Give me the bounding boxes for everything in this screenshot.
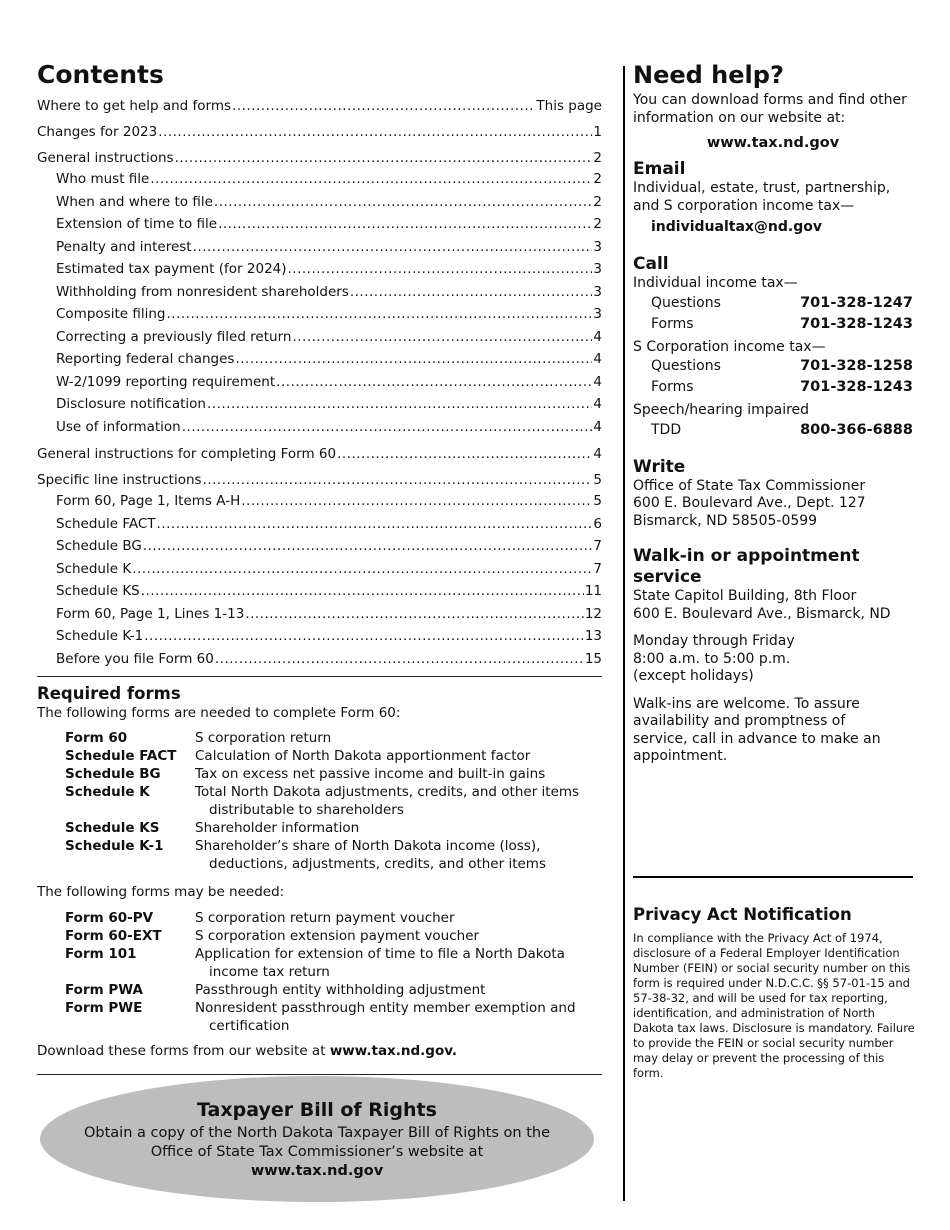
- phone-number: 701-328-1247: [800, 294, 913, 311]
- phone-number: 701-328-1243: [800, 315, 913, 332]
- toc-leader: [150, 170, 592, 188]
- left-column: [37, 58, 602, 1075]
- toc-label: Correcting a previously filed return: [56, 328, 292, 345]
- toc-label: Schedule K: [56, 560, 132, 577]
- write-title: Write: [633, 456, 686, 477]
- download-link[interactable]: www.tax.nd.gov.: [329, 1043, 458, 1059]
- form-row: [65, 765, 602, 783]
- walkin-title: Walk-in or appointment service: [633, 546, 860, 587]
- toc-row: [37, 170, 602, 193]
- toc-label: Disclosure notification: [56, 396, 206, 412]
- phone-label: Forms: [651, 315, 694, 332]
- toc-label: Form 60, Page 1, Items A-H: [56, 493, 241, 509]
- walkin-address: 600 E. Boulevard Ave., Bismarck, ND: [633, 605, 891, 622]
- toc-page: 7: [593, 538, 602, 554]
- toc-page: 4: [593, 446, 602, 462]
- form-name: Schedule K-1: [65, 838, 164, 854]
- toc-label: Where to get help and forms: [37, 98, 232, 114]
- toc-label: Changes for 2023: [37, 124, 158, 140]
- toc-leader: [276, 373, 592, 391]
- toc-row: [37, 395, 602, 418]
- toc-leader: [215, 650, 584, 668]
- form-description: Nonresident passthrough entity member exemption and certification: [195, 1000, 576, 1034]
- toc-label: Before you file Form 60: [56, 650, 214, 667]
- required-forms-title: Required forms: [37, 684, 181, 703]
- help-title: Need help?: [633, 61, 784, 89]
- download-text: Download these forms from our website at: [37, 1043, 326, 1059]
- form-name: Form 60: [65, 730, 128, 746]
- individual-tax-label: Individual income tax—: [633, 275, 798, 291]
- phone-row: [633, 420, 913, 441]
- toc-label: Specific line instructions: [37, 472, 202, 488]
- form-name: Schedule KS: [65, 820, 160, 836]
- toc-row: [37, 445, 602, 466]
- toc-page: 4: [593, 418, 602, 435]
- form-description: Passthrough entity withholding adjustment: [195, 982, 486, 998]
- toc-leader: [203, 471, 593, 489]
- toc-page: 4: [593, 396, 602, 412]
- toc-label: Composite filing: [56, 306, 166, 322]
- toc-row: [37, 650, 602, 673]
- download-note: [37, 1042, 602, 1060]
- toc-page: 2: [593, 216, 602, 232]
- toc-label: Use of information: [56, 418, 181, 435]
- toc-page: 2: [593, 193, 602, 210]
- toc-row: [37, 582, 602, 605]
- toc-label: Who must file: [56, 171, 150, 187]
- table-of-contents: [37, 97, 602, 672]
- form-description: S corporation return payment voucher: [195, 910, 455, 926]
- form-name: Schedule FACT: [65, 748, 177, 764]
- toc-label: Schedule K-1: [56, 628, 144, 644]
- scorp-tax-label: S Corporation income tax—: [633, 338, 826, 355]
- bill-title: Taxpayer Bill of Rights: [197, 1099, 437, 1121]
- toc-leader: [207, 395, 592, 413]
- toc-row: [37, 350, 602, 373]
- toc-leader: [166, 305, 592, 323]
- toc-page: 5: [593, 472, 602, 488]
- toc-leader: [235, 350, 592, 368]
- form-row: [65, 927, 602, 945]
- toc-row: [37, 471, 602, 492]
- form-row: [65, 945, 602, 981]
- toc-row: [37, 283, 602, 306]
- form-name: Form PWA: [65, 982, 144, 998]
- form-row: [65, 999, 602, 1035]
- form-description: Total North Dakota adjustments, credits, and other items distributable to shareholders: [195, 784, 580, 818]
- form-description: Shareholder information: [195, 820, 360, 836]
- divider: [633, 876, 913, 878]
- toc-page: 4: [593, 351, 602, 367]
- toc-page: 2: [593, 150, 602, 166]
- right-column: [633, 58, 913, 766]
- toc-label: Penalty and interest: [56, 238, 192, 255]
- toc-leader: [218, 215, 592, 233]
- toc-label: Estimated tax payment (for 2024): [56, 261, 287, 277]
- bill-body: Obtain a copy of the North Dakota Taxpayer Bill of Rights on the Office of State Tax Commissioner’s website at: [83, 1125, 550, 1160]
- toc-leader: [141, 582, 584, 600]
- toc-row: [37, 238, 602, 261]
- toc-leader: [175, 149, 593, 167]
- required-forms-list: [65, 729, 602, 873]
- form-name: Form 101: [65, 946, 137, 962]
- toc-leader: [143, 537, 593, 555]
- hours-line: Monday through Friday: [633, 633, 795, 649]
- toc-page: 4: [593, 373, 602, 390]
- toc-page: 1: [593, 124, 602, 140]
- walkin-address: State Capitol Building, 8th Floor: [633, 588, 857, 604]
- toc-row: [37, 605, 602, 628]
- form-row: [65, 819, 602, 837]
- toc-row: [37, 560, 602, 583]
- toc-leader: [232, 97, 535, 115]
- phone-number: 701-328-1258: [800, 358, 913, 374]
- toc-page: 2: [593, 171, 602, 187]
- toc-label: Withholding from nonresident shareholders: [56, 283, 349, 300]
- toc-row: [37, 418, 602, 441]
- toc-label: Extension of time to file: [56, 216, 218, 232]
- phone-row: [633, 293, 913, 314]
- toc-page: 6: [593, 515, 602, 532]
- toc-label: General instructions: [37, 150, 174, 166]
- walkin-note: Walk-ins are welcome. To assure availability and promptness of service, call in advance to make an appointment.: [633, 695, 881, 764]
- form-description: Calculation of North Dakota apportionment factor: [195, 748, 531, 764]
- toc-leader: [292, 328, 592, 346]
- toc-leader: [144, 627, 584, 645]
- toc-page: 3: [593, 238, 602, 255]
- form-row: [65, 981, 602, 999]
- form-row: [65, 729, 602, 747]
- form-row: [65, 783, 602, 819]
- privacy-body: In compliance with the Privacy Act of 1974, disclosure of a Federal Employer Identification Number (FEIN) or social security number on this form is required under N.D.C.C. §§ 57-01-15 and 57-38-32, and will be used for tax reporting, identification, and administration of North Dakota tax laws. Disclosure is mandatory. Failure to provide the FEIN or social security number may delay or prevent the processing of this form.: [633, 931, 915, 1080]
- taxpayer-bill-of-rights-banner: [40, 1076, 594, 1202]
- toc-row: [37, 123, 602, 144]
- toc-page: 3: [593, 306, 602, 322]
- phone-label: Questions: [651, 294, 721, 311]
- form-description: Application for extension of time to file a North Dakota income tax return: [195, 946, 565, 980]
- toc-row: [37, 627, 602, 650]
- toc-page: 15: [584, 650, 602, 667]
- phone-label: Forms: [651, 379, 694, 395]
- phone-row: [633, 377, 913, 398]
- optional-forms-list: [65, 909, 602, 1035]
- form-row: [65, 909, 602, 927]
- toc-row: [37, 328, 602, 351]
- form-name: Form 60-PV: [65, 910, 154, 926]
- toc-page: 11: [584, 583, 602, 599]
- privacy-notification: [633, 904, 915, 1081]
- toc-label: Schedule KS: [56, 583, 140, 599]
- toc-label: Schedule FACT: [56, 515, 156, 532]
- toc-leader: [214, 193, 593, 211]
- call-title: Call: [633, 254, 669, 274]
- toc-leader: [158, 123, 592, 141]
- address-line: Bismarck, ND 58505-0599: [633, 512, 818, 529]
- form-name: Schedule K: [65, 784, 150, 800]
- phone-label: TDD: [651, 421, 682, 438]
- toc-label: W-2/1099 reporting requirement: [56, 373, 276, 390]
- form-name: Form 60-EXT: [65, 928, 162, 944]
- toc-page: 7: [593, 560, 602, 577]
- form-description: Shareholder’s share of North Dakota income (loss), deductions, adjustments, credits, and other items: [195, 838, 546, 872]
- toc-row: [37, 97, 602, 118]
- toc-page: 5: [593, 493, 602, 509]
- email-title: Email: [633, 159, 686, 179]
- address-line: 600 E. Boulevard Ave., Dept. 127: [633, 495, 866, 511]
- divider: [37, 1074, 602, 1075]
- contents-title: Contents: [37, 60, 164, 89]
- optional-forms-intro: The following forms may be needed:: [37, 884, 285, 900]
- toc-label: Reporting federal changes: [56, 351, 235, 367]
- toc-leader: [241, 492, 592, 510]
- form-name: Form PWE: [65, 1000, 143, 1016]
- bill-link[interactable]: www.tax.nd.gov: [250, 1163, 384, 1179]
- email-desc: Individual, estate, trust, partnership, and S corporation income tax—: [633, 180, 891, 214]
- toc-leader: [350, 283, 593, 301]
- divider: [37, 676, 602, 677]
- toc-label: When and where to file: [56, 193, 213, 210]
- phone-number: 800-366-6888: [800, 421, 913, 438]
- toc-leader: [132, 560, 592, 578]
- toc-page: 4: [593, 328, 602, 345]
- email-link[interactable]: individualtax@nd.gov: [651, 219, 822, 235]
- toc-page: 3: [593, 283, 602, 300]
- toc-label: General instructions for completing Form 60: [37, 446, 337, 462]
- toc-page: 3: [593, 261, 602, 277]
- toc-leader: [157, 515, 593, 533]
- toc-row: [37, 305, 602, 328]
- toc-page: This page: [536, 98, 602, 114]
- toc-label: Schedule BG: [56, 538, 142, 554]
- toc-leader: [182, 418, 593, 436]
- toc-row: [37, 260, 602, 283]
- phone-row: [633, 314, 913, 335]
- form-row: [65, 747, 602, 765]
- form-name: Schedule BG: [65, 766, 161, 782]
- toc-row: [37, 492, 602, 515]
- toc-page: 12: [584, 605, 602, 622]
- toc-page: 13: [584, 628, 602, 644]
- form-description: Tax on excess net passive income and built-in gains: [195, 766, 546, 782]
- form-description: S corporation extension payment voucher: [195, 928, 480, 944]
- form-row: [65, 837, 602, 873]
- toc-leader: [337, 445, 592, 463]
- toc-row: [37, 515, 602, 538]
- toc-row: [37, 193, 602, 216]
- website-link[interactable]: www.tax.nd.gov: [706, 135, 840, 151]
- phone-number: 701-328-1243: [800, 379, 913, 395]
- address-line: Office of State Tax Commissioner: [633, 477, 866, 494]
- toc-label: Form 60, Page 1, Lines 1-13: [56, 605, 245, 622]
- toc-leader: [288, 260, 593, 278]
- toc-row: [37, 537, 602, 560]
- privacy-title: Privacy Act Notification: [633, 905, 852, 924]
- toc-row: [37, 373, 602, 396]
- hours-line: 8:00 a.m. to 5:00 p.m.: [633, 650, 791, 667]
- toc-row: [37, 215, 602, 238]
- required-forms-intro: The following forms are needed to complete Form 60:: [37, 705, 401, 721]
- help-intro: You can download forms and find other information on our website at:: [633, 92, 907, 126]
- toc-row: [37, 149, 602, 170]
- toc-leader: [193, 238, 593, 256]
- toc-leader: [245, 605, 584, 623]
- hours-line: (except holidays): [633, 668, 754, 684]
- form-description: S corporation return: [195, 730, 332, 746]
- speech-label: Speech/hearing impaired: [633, 402, 810, 418]
- phone-row: [633, 356, 913, 377]
- column-divider: [623, 66, 625, 1201]
- phone-label: Questions: [651, 358, 721, 374]
